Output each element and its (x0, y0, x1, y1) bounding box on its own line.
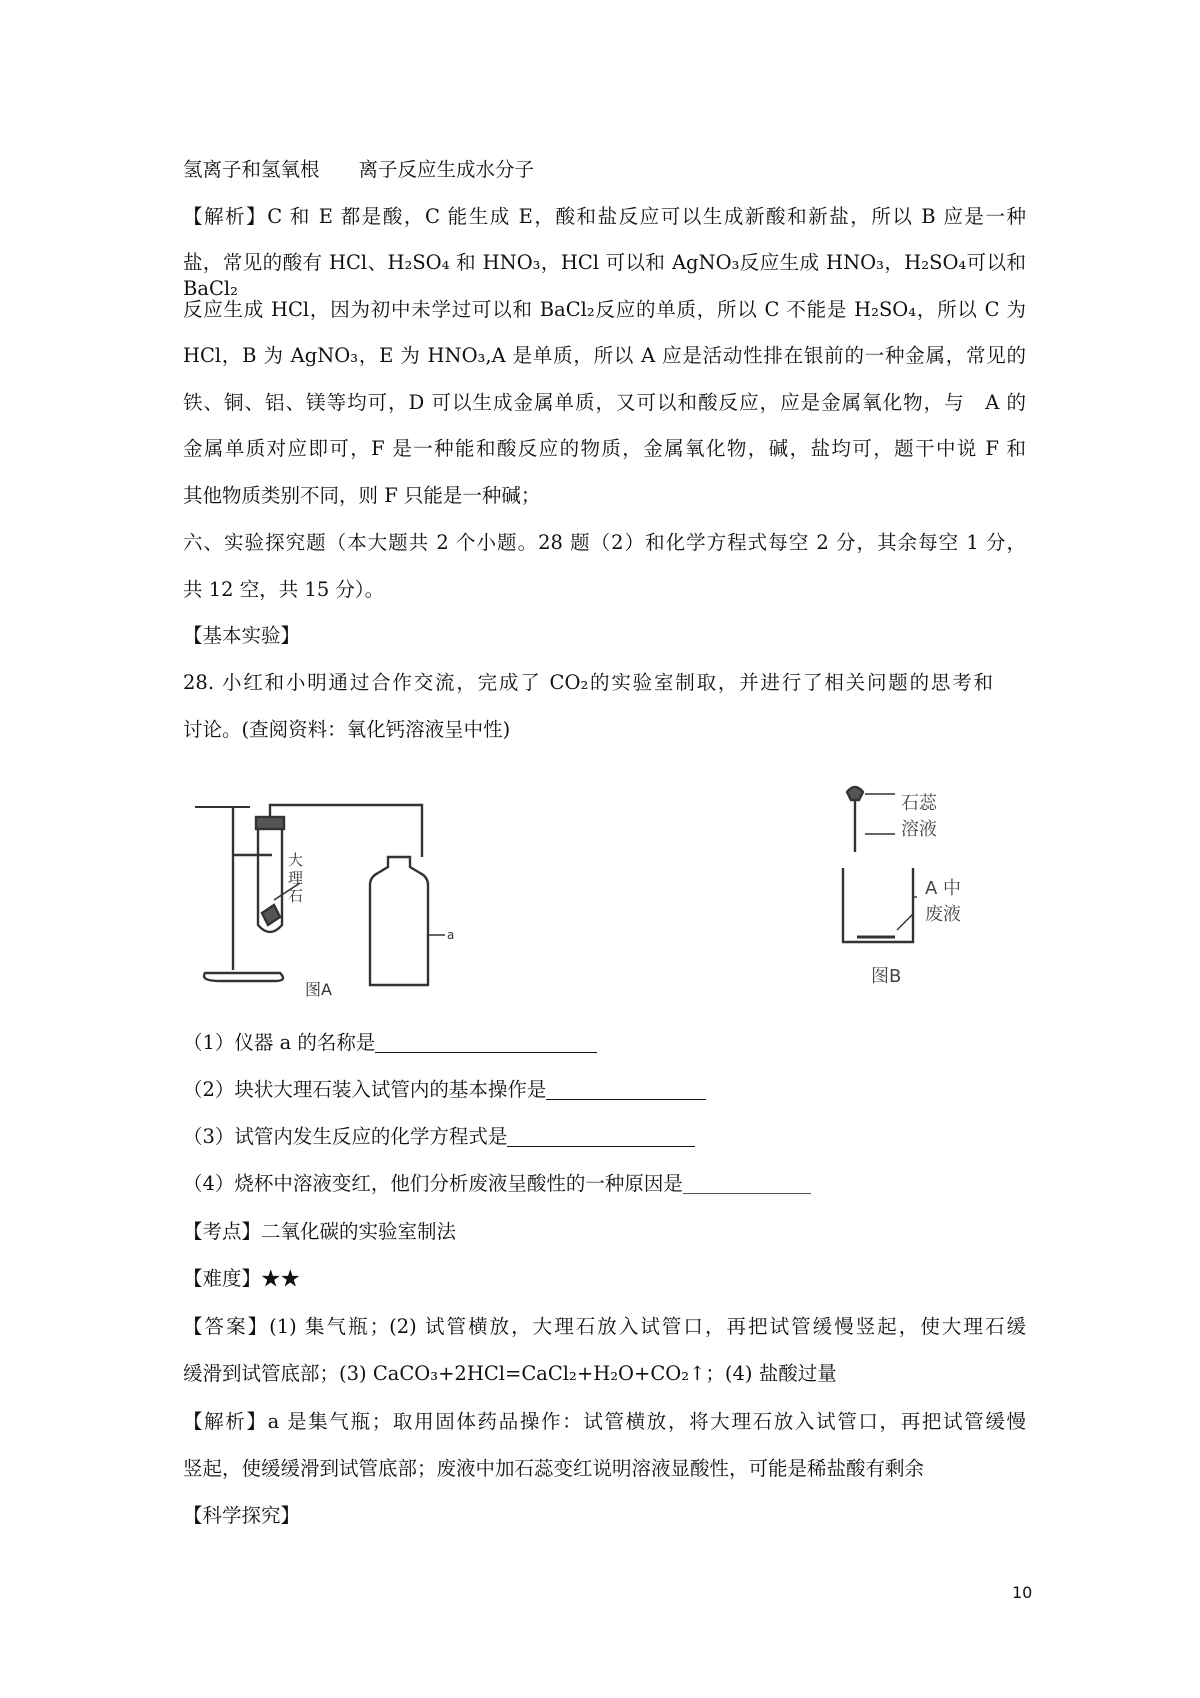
question-1 (183, 1030, 597, 1056)
answer-blank-3[interactable] (507, 1126, 695, 1147)
answer-blank-2[interactable] (546, 1079, 706, 1100)
analysis-line-6: 金属单质对应即可，F 是一种能和酸反应的物质，金属氧化物，碱，盐均可，题干中说 F 和 (183, 437, 1026, 460)
difficulty: 【难度】★★ (183, 1267, 301, 1290)
question-28-line-1: 28. 小红和小明通过合作交流，完成了 CO₂的实验室制取，并进行了相关问题的思考和 (183, 671, 993, 694)
figure-b-top-label-2: 溶液 (901, 819, 937, 840)
question-3-text: （3）试管内发生反应的化学方程式是 (183, 1125, 508, 1148)
figure-b-apparatus (835, 782, 1005, 992)
analysis-line-3: 反应生成 HCl，因为初中未学过可以和 BaCl₂反应的单质，所以 C 不能是 H₂SO₄，所以 C 为 (183, 298, 1026, 321)
figure-b-caption: 图B (871, 966, 902, 987)
question-2-text: （2）块状大理石装入试管内的基本操作是 (183, 1078, 547, 1101)
figure-b-bottom-label-1: A 中 (925, 878, 962, 899)
figure-b (835, 782, 1005, 992)
figure-a-stone-label-1: 大 (288, 851, 304, 869)
figure-a-stone-label-2: 理 (288, 869, 304, 887)
analysis-line-2: 盐，常见的酸有 HCl、H₂SO₄ 和 HNO₃，HCl 可以和 AgNO₃反应生成 HNO₃，H₂SO₄可以和 BaCl₂ (183, 251, 1026, 300)
analysis-line-1: 【解析】C 和 E 都是酸，C 能生成 E，酸和盐反应可以生成新酸和新盐，所以 B 应是一种 (183, 205, 1026, 228)
section6-line-2: 共 12 空，共 15 分）。 (183, 578, 385, 601)
question-28-line-2: 讨论。(查阅资料：氧化钙溶液呈中性) (183, 718, 511, 741)
figure-a-caption: 图A (305, 980, 332, 999)
analysis2-line-2: 竖起，使缓缓滑到试管底部；废液中加石蕊变红说明溶液显酸性，可能是稀盐酸有剩余 (183, 1457, 925, 1480)
figure-b-bottom-label-2: 废液 (925, 904, 961, 925)
figure-a-label-a: a (447, 928, 455, 942)
answer-line-2: 缓滑到试管底部；(3) CaCO₃+2HCl=CaCl₂+H₂O+CO₂↑；(4) 盐酸过量 (183, 1362, 837, 1385)
analysis2-line-1: 【解析】a 是集气瓶；取用固体药品操作：试管横放，将大理石放入试管口，再把试管缓慢 (183, 1410, 1026, 1433)
science-heading: 【科学探究】 (183, 1504, 301, 1527)
figure-a (190, 795, 460, 1000)
intro-line: 氢离子和氢氧根 离子反应生成水分子 (183, 158, 535, 181)
question-4-text: （4）烧杯中溶液变红，他们分析废液呈酸性的一种原因是 (183, 1172, 683, 1195)
basic-experiment-heading: 【基本实验】 (183, 624, 301, 647)
answer-blank-1[interactable] (375, 1032, 597, 1053)
question-4 (183, 1171, 811, 1197)
kaodian: 【考点】二氧化碳的实验室制法 (183, 1220, 457, 1243)
figure-a-stone-label-3: 石 (288, 887, 304, 905)
analysis-line-5: 铁、铜、铝、镁等均可，D 可以生成金属单质，又可以和酸反应，应是金属氧化物，与 A 的 (183, 391, 1026, 414)
question-1-text: （1）仪器 a 的名称是 (183, 1031, 376, 1054)
section6-line-1: 六、实验探究题（本大题共 2 个小题。28 题（2）和化学方程式每空 2 分，其余每空 1 分， (183, 531, 1026, 554)
figure-a-apparatus (190, 795, 460, 1000)
answer-blank-4[interactable] (683, 1175, 811, 1194)
question-3 (183, 1124, 695, 1150)
figure-b-top-label-1: 石蕊 (901, 793, 937, 814)
question-2 (183, 1077, 706, 1103)
analysis-line-7: 其他物质类别不同，则 F 只能是一种碱； (183, 484, 541, 507)
page-number: 10 (1012, 1583, 1033, 1602)
analysis-line-4: HCl，B 为 AgNO₃，E 为 HNO₃,A 是单质，所以 A 应是活动性排在银前的一种金属，常见的 (183, 344, 1026, 367)
answer-line-1: 【答案】(1) 集气瓶；(2) 试管横放，大理石放入试管口，再把试管缓慢竖起，使大理石缓 (183, 1315, 1026, 1338)
